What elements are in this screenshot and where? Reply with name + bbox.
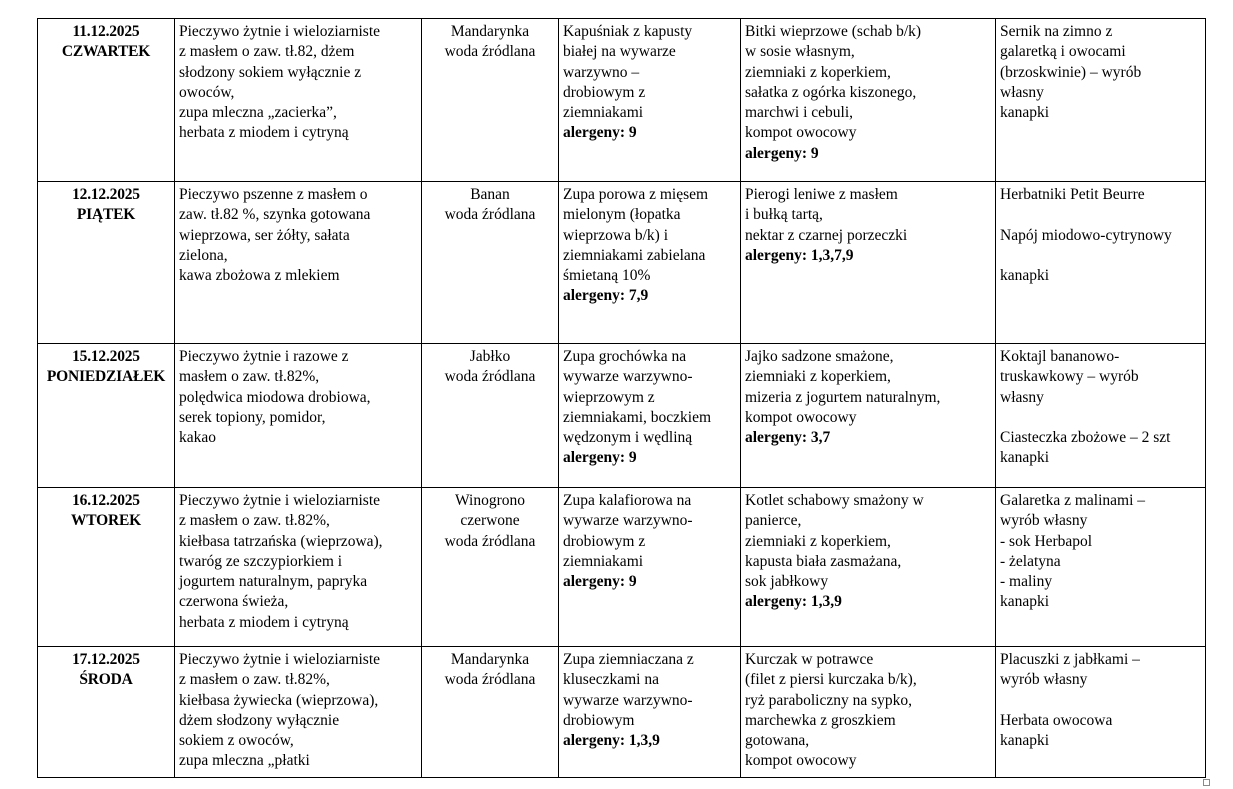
soup-text: Zupa kalafiorowa na wywarze warzywno- drobiowym z ziemniakami bbox=[563, 492, 693, 570]
day-cell bbox=[38, 19, 175, 182]
main-course-allergens: alergeny: 1,3,9 bbox=[745, 593, 842, 611]
soup-cell bbox=[559, 344, 741, 488]
soup-text: Zupa grochówka na wywarze warzywno- wieprzowym z ziemniakami, boczkiem wędzonym i wędliną bbox=[563, 348, 712, 447]
table-row bbox=[38, 182, 1206, 344]
date-label: 11.12.2025 bbox=[72, 23, 140, 40]
main-course-cell bbox=[741, 182, 996, 344]
main-course-cell bbox=[741, 19, 996, 182]
soup-allergens: alergeny: 9 bbox=[563, 449, 637, 467]
weekday-label: PONIEDZIAŁEK bbox=[46, 368, 166, 386]
weekday-label: PIĄTEK bbox=[76, 206, 136, 224]
fruit-cell: Mandarynka woda źródlana bbox=[422, 647, 559, 778]
day-cell bbox=[38, 488, 175, 647]
main-course-text: Pierogi leniwe z masłem i bułką tartą, nektar z czarnej porzeczki bbox=[745, 186, 908, 244]
soup-cell bbox=[559, 647, 741, 778]
table-row bbox=[38, 488, 1206, 647]
snack-cell: Galaretka z malinami – wyrób własny - sok Herbapol - żelatyna - maliny kanapki bbox=[996, 488, 1206, 647]
soup-allergens: alergeny: 9 bbox=[563, 573, 637, 591]
soup-allergens: alergeny: 9 bbox=[563, 124, 637, 142]
snack-cell: Sernik na zimno z galaretką i owocami (brzoskwinie) – wyrób własny kanapki bbox=[996, 19, 1206, 182]
main-course-text: Bitki wieprzowe (schab b/k) w sosie własnym, ziemniaki z koperkiem, sałatka z ogórka kiszonego, marchwi i cebuli, kompot owocowy bbox=[745, 23, 922, 142]
main-course-text: Jajko sadzone smażone, ziemniaki z koperkiem, mizeria z jogurtem naturalnym, kompot owocowy bbox=[745, 348, 941, 426]
soup-allergens: alergeny: 1,3,9 bbox=[563, 732, 660, 750]
soup-cell bbox=[559, 182, 741, 344]
fruit-cell: Jabłko woda źródlana bbox=[422, 344, 559, 488]
day-cell bbox=[38, 182, 175, 344]
main-course-text: Kotlet schabowy smażony w panierce, ziemniaki z koperkiem, kapusta biała zasmażana, sok jabłkowy bbox=[745, 492, 924, 591]
main-course-cell bbox=[741, 344, 996, 488]
table-resize-handle[interactable] bbox=[1203, 779, 1210, 786]
snack-cell: Koktajl bananowo- truskawkowy – wyrób własny Ciasteczka zbożowe – 2 szt kanapki bbox=[996, 344, 1206, 488]
main-course-allergens: alergeny: 3,7 bbox=[745, 429, 831, 447]
soup-cell bbox=[559, 488, 741, 647]
weekday-label: CZWARTEK bbox=[61, 43, 151, 61]
snack-cell: Placuszki z jabłkami – wyrób własny Herbata owocowa kanapki bbox=[996, 647, 1206, 778]
main-course-text: Kurczak w potrawce (filet z piersi kurczaka b/k), ryż paraboliczny na sypko, marchewka z groszkiem gotowana, kompot owocowy bbox=[745, 651, 917, 770]
date-label: 17.12.2025 bbox=[72, 651, 140, 668]
weekday-label: ŚRODA bbox=[79, 671, 133, 689]
table-row bbox=[38, 647, 1206, 778]
breakfast-cell: Pieczywo żytnie i razowe z masłem o zaw. tł.82%, polędwica miodowa drobiowa, serek topiony, pomidor, kakao bbox=[175, 344, 422, 488]
breakfast-cell: Pieczywo żytnie i wieloziarniste z masłem o zaw. tł.82%, kiełbasa tatrzańska (wieprzowa), twaróg ze szczypiorkiem i jogurtem naturalnym, papryka czerwona świeża, herbata z miodem i cytryną bbox=[175, 488, 422, 647]
soup-text: Zupa ziemniaczana z kluseczkami na wywarze warzywno- drobiowym bbox=[563, 651, 694, 729]
table-row bbox=[38, 344, 1206, 488]
main-course-allergens: alergeny: 1,3,7,9 bbox=[745, 246, 854, 264]
soup-allergens: alergeny: 7,9 bbox=[563, 287, 649, 305]
weekday-label: WTOREK bbox=[70, 512, 141, 530]
soup-text: Zupa porowa z mięsem mielonym (łopatka wieprzowa b/k) i ziemniakami zabielana śmietaną 10% bbox=[563, 186, 709, 285]
main-course-cell bbox=[741, 647, 996, 778]
fruit-cell: Banan woda źródlana bbox=[422, 182, 559, 344]
breakfast-cell: Pieczywo pszenne z masłem o zaw. tł.82 %, szynka gotowana wieprzowa, ser żółty, sałata zielona, kawa zbożowa z mlekiem bbox=[175, 182, 422, 344]
main-course-cell bbox=[741, 488, 996, 647]
day-cell bbox=[38, 344, 175, 488]
date-label: 16.12.2025 bbox=[72, 492, 140, 509]
date-label: 15.12.2025 bbox=[72, 348, 140, 365]
fruit-cell: Mandarynka woda źródlana bbox=[422, 19, 559, 182]
fruit-cell: Winogrono czerwone woda źródlana bbox=[422, 488, 559, 647]
soup-cell bbox=[559, 19, 741, 182]
main-course-allergens: alergeny: 9 bbox=[745, 144, 819, 162]
menu-table bbox=[37, 18, 1206, 778]
snack-cell: Herbatniki Petit Beurre Napój miodowo-cytrynowy kanapki bbox=[996, 182, 1206, 344]
date-label: 12.12.2025 bbox=[72, 186, 140, 203]
soup-text: Kapuśniak z kapusty białej na wywarze warzywno – drobiowym z ziemniakami bbox=[563, 23, 693, 122]
day-cell bbox=[38, 647, 175, 778]
table-row bbox=[38, 19, 1206, 182]
breakfast-cell: Pieczywo żytnie i wieloziarniste z masłem o zaw. tł.82%, kiełbasa żywiecka (wieprzowa), dżem słodzony wyłącznie sokiem z owoców, zupa mleczna „płatki bbox=[175, 647, 422, 778]
breakfast-cell: Pieczywo żytnie i wieloziarniste z masłem o zaw. tł.82, dżem słodzony sokiem wyłącznie z owoców, zupa mleczna „zacierka”, herbata z miodem i cytryną bbox=[175, 19, 422, 182]
